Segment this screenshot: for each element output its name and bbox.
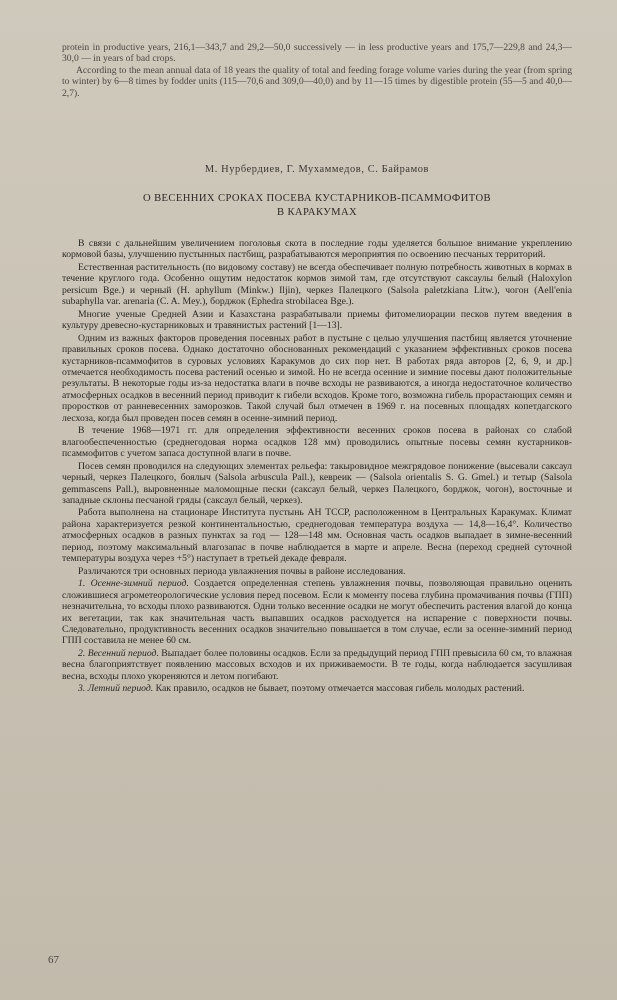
title-line: В КАРАКУМАХ	[276, 207, 358, 218]
body-paragraph: В связи с дальнейшим увеличением поголовья скота в последние годы уделяется большое внимание укреплению кормовой базы, улучшению пустынных пастбищ, разрабатываются мероприятия по освоению песчаных территорий.	[62, 238, 572, 261]
period-label: 3. Летний период.	[78, 683, 154, 695]
period-paragraph	[62, 648, 572, 682]
body-paragraph: Различаются три основных периода увлажнения почвы в районе исследования.	[78, 565, 406, 577]
page-number: 67	[48, 954, 59, 966]
body-paragraph: Естественная растительность (по видовому составу) не всегда обеспечивает полную потребность животных в кормах в течение круглого года. Особенно ощутим недостаток кормов зимой там, где отсутствуют саксаулы белый (Haloxylon persicum Bge.) и черный (H. aphyllum (Minkw.) Iljin), черкез Палецкого (Salsola paletzkiana Litw.), чогон (Aell'enia subaphylla var. arenaria (C. A. Mey.), борджок (Ephedra strobilacea Bge.).	[62, 261, 572, 308]
period-text: Выпадает более половины осадков. Если за предыдущий период ГПП превысила 60 см, то влажная весна благоприятствует появлению массовых всходов и их приживаемости. В те годы, когда наблюдается засушливая весна, всходы плохо укореняются и летом погибают.	[62, 647, 572, 682]
period-paragraph	[62, 578, 572, 647]
article-authors: М. Нурбердиев, Г. Мухаммедов, С. Байрамов	[204, 164, 430, 175]
article-title	[62, 192, 572, 220]
body-paragraph: Посев семян проводился на следующих элементах рельефа: такыровидное межгрядовое понижение (высевали саксаул черный, черкез Палецкого, боялыч (Salsola arbuscula Pall.), кевреик — (Salsola orientalis S. G. Gmel.) и тетыр (Salsola gemmascens Pall.), выровненные маломощные пески (саксаул белый, черкез Палецкого, борджок, чогон), восточные и западные склоны песчаной гряды (саксаул белый, черкез).	[62, 460, 572, 506]
body-paragraph: В течение 1968—1971 гг. для определения эффективности весенних сроков посева в районах со слабой влагообеспеченностью (среднегодовая норма осадков 128 мм) проводились опытные посевы семян кустарников-псаммофитов с учетом запаса доступной влаги в почве.	[62, 425, 572, 460]
period-paragraph	[62, 683, 572, 694]
article-body	[62, 238, 572, 696]
summary-paragraph: protein in productive years, 216,1—343,7 and 29,2—50,0 successively — in less productive years and 175,7—229,8 and 24,3—30,0 — in years of bad crops.	[62, 42, 572, 65]
period-label: 2. Весенний период.	[78, 647, 159, 659]
body-paragraph: Многие ученые Средней Азии и Казахстана разрабатывали приемы фитомелиорации песков путем введения в культуру древесно-кустарниковых и травянистых растений [1—13].	[62, 308, 572, 332]
body-paragraph: Одним из важных факторов проведения посевных работ в пустыне с целью улучшения пастбищ является уточнение правильных сроков посева. Однако достаточно обоснованных рекомендаций с указанием эффективных сроков посева кустарников-псаммофитов в суровых условиях Каракумов до сих пор нет. В работах ряда авторов [2, 6, 9, и др.] отмечается необходимость посева растений осенью и зимой. Но не всегда осенние и зимние посевы дают положительные результаты. В некоторые годы из-за недостатка влаги в почве всходы не развиваются, а иногда недостаточное количество атмосферных осадков в весенний период приводит к гибели всходов. Кроме того, возможна гибель прорастающих семян и проростков от ранневесенних заморозков. Такой случай был отмечен в 1969 г. на посевных площадях копетдагского лесхоза, когда был проведен посев семян в осенне-зимний период.	[62, 332, 572, 424]
english-summary	[62, 42, 572, 99]
period-text: Как правило, осадков не бывает, поэтому отмечается массовая гибель молодых растений.	[153, 683, 525, 695]
period-text: Создается определенная степень увлажнения почвы, позволяющая правильно оценить сложившиеся агрометеорологические условия перед посевом. Если к моменту посева глубина промачивания почвы (ГПП) незначительна, то всходы плохо развиваются. Одни только весенние осадки не могут обеспечить растения влагой до конца их вегетации, так как значительная часть выпавших осадков расходуется на испарение с поверхности почвы. Следовательно, продуктивность весенних осадков значительно повышается в том случае, если за осенне-зимний период ГПП составила не менее 60 см.	[62, 578, 572, 647]
body-paragraph: Работа выполнена на стационаре Института пустынь АН ТССР, расположенном в Центральных Каракумах. Климат района характеризуется резкой континентальностью, среднегодовая температура воздуха — 14,8—16,4°. Количество атмосферных осадков в разных пунктах за год — 128—148 мм. Основная часть осадков выпадает в зимне-весенний период, поэтому максимальный влагозапас в почве наблюдается в марте и апреле. Весна (переход средней суточной температуры воздуха через +5°) наступает в третьей декаде февраля.	[62, 507, 572, 565]
summary-paragraph: According to the mean annual data of 18 years the quality of total and feeding forage volume varies during the year (from spring to winter) by 6—8 times by fodder units (115—70,6 and 309,0—40,0) and by 11—15 times by digestible protein (55—5 and 40,0—2,7).	[62, 64, 572, 99]
title-line: О ВЕСЕННИХ СРОКАХ ПОСЕВА КУСТАРНИКОВ-ПСАММОФИТОВ	[142, 193, 492, 204]
period-label: 1. Осенне-зимний период.	[78, 578, 189, 590]
